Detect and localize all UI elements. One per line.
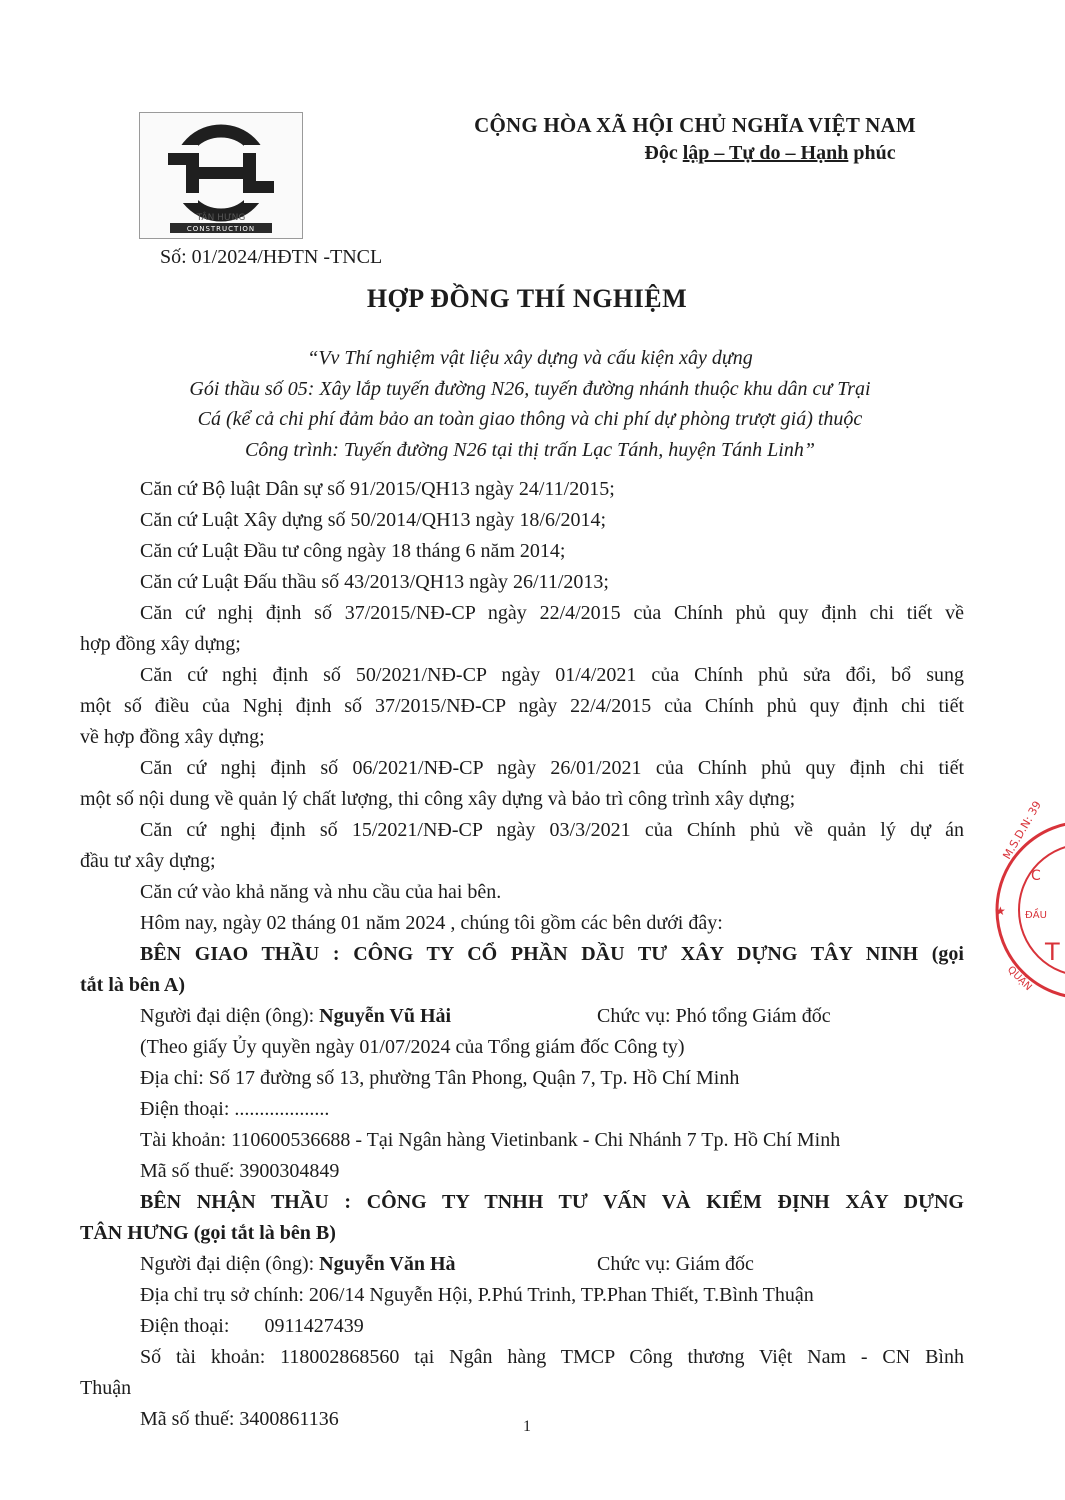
company-logo-icon [140, 113, 302, 238]
party-b-account: Số tài khoản: 118002868560 tại Ngân hàng TMCP Công thương Việt Nam - CN Bình [140, 1346, 964, 1368]
legal-basis-line: Căn cứ nghị định số 15/2021/NĐ-CP ngày 03/3/2021 của Chính phủ về quản lý dự án [140, 819, 964, 841]
legal-basis-line: Căn cứ nghị định số 50/2021/NĐ-CP ngày 01/4/2021 của Chính phủ sửa đổi, bổ sung [140, 664, 964, 686]
party-a-account: Tài khoản: 110600536688 - Tại Ngân hàng Vietinbank - Chi Nhánh 7 Tp. Hồ Chí Minh [140, 1129, 841, 1151]
seal-star-icon: ★ [995, 904, 1006, 918]
seal-text: C [1031, 868, 1041, 884]
legal-basis-line: một số điều của Nghị định số 37/2015/NĐ-CP ngày 22/4/2015 của Chính phủ quy định chi tiết [80, 695, 964, 717]
party-b-phone [80, 1311, 964, 1342]
phone-label: Điện thoại: [140, 1315, 230, 1337]
legal-basis-line: Căn cứ nghị định số 06/2021/NĐ-CP ngày 26/01/2021 của Chính phủ quy định chi tiết [140, 757, 964, 779]
page-number: 1 [523, 1418, 531, 1435]
contract-body [80, 474, 964, 1435]
party-a-address: Địa chỉ: Số 17 đường số 13, phường Tân Phong, Quận 7, Tp. Hồ Chí Minh [140, 1067, 740, 1089]
subject-line: Gói thầu số 05: Xây lắp tuyến đường N26, tuyến đường nhánh thuộc khu dân cư Trại [189, 377, 871, 400]
company-seal-icon [985, 798, 1065, 1000]
document-title: HỢP ĐỒNG THÍ NGHIỆM [366, 284, 688, 313]
legal-basis-line: Căn cứ Luật Xây dựng số 50/2014/QH13 ngày 18/6/2014; [140, 509, 607, 531]
national-header [400, 113, 990, 165]
legal-basis-line: Căn cứ Luật Đấu thầu số 43/2013/QH13 ngày 26/11/2013; [140, 571, 609, 593]
legal-basis-line: một số nội dung về quản lý chất lượng, thi công xây dựng và bảo trì công trình xây dựng; [80, 788, 796, 810]
party-a-heading: tắt là bên A) [80, 974, 185, 996]
rep-name: Nguyễn Văn Hà [319, 1253, 456, 1275]
logo-sub-text: CONSTRUCTION [186, 225, 256, 233]
party-a-heading: BÊN GIAO THẦU : CÔNG TY CỔ PHẦN DẦU TƯ XÂY DỰNG TÂY NINH (gọi [140, 943, 964, 965]
party-b-address: Địa chỉ trụ sở chính: 206/14 Nguyễn Hội, P.Phú Trinh, TP.Phan Thiết, T.Bình Thuận [140, 1284, 814, 1306]
legal-basis-line: đầu tư xây dựng; [80, 850, 216, 872]
contract-date-line: Hôm nay, ngày 02 tháng 01 năm 2024 , chúng tôi gồm các bên dưới đây: [140, 912, 723, 934]
seal-text: T [1045, 938, 1060, 966]
country-name: CỘNG HÒA XÃ HỘI CHỦ NGHĨA VIỆT NAM [474, 113, 916, 137]
national-motto [400, 142, 990, 165]
phone-number: 0911427439 [264, 1315, 364, 1337]
motto-part-1: Độc [644, 142, 678, 164]
subject-line: “Vv Thí nghiệm vật liệu xây dựng và cấu kiện xây dựng [307, 347, 753, 369]
seal-text: QUẬN [1004, 964, 1034, 993]
party-a-phone: Điện thoại: ................... [140, 1098, 330, 1120]
seal-text: ĐẦU [1025, 910, 1047, 921]
rep-name: Nguyễn Vũ Hải [319, 1005, 452, 1027]
rep-position: Chức vụ: Phó tổng Giám đốc [597, 1005, 831, 1027]
rep-label: Người đại diện (ông): [140, 1253, 320, 1275]
rep-label: Người đại diện (ông): [140, 1005, 320, 1027]
motto-part-2: lập – Tự do – Hạnh [682, 142, 849, 164]
party-b-heading: TÂN HƯNG (gọi tắt là bên B) [80, 1222, 336, 1244]
rep-position: Chức vụ: Giám đốc [597, 1253, 754, 1275]
party-b-representative [80, 1249, 964, 1280]
subject-line: Công trình: Tuyến đường N26 tại thị trấn Lạc Tánh, huyện Tánh Linh” [245, 438, 815, 461]
party-b-tax-code: Mã số thuế: 3400861136 [140, 1408, 339, 1430]
party-b-heading: BÊN NHẬN THẦU : CÔNG TY TNHH TƯ VẤN VÀ KIỂM ĐỊNH XÂY DỰNG [140, 1191, 964, 1213]
legal-basis-line: hợp đồng xây dựng; [80, 633, 241, 655]
logo-company-text: TÂN HƯNG [196, 213, 246, 223]
company-seal [985, 798, 1065, 1000]
motto-part-3: phúc [853, 142, 896, 164]
legal-basis-line: Căn cứ vào khả năng và nhu cầu của hai bên. [140, 881, 502, 903]
legal-basis-line: Căn cứ Luật Đầu tư công ngày 18 tháng 6 năm 2014; [140, 540, 566, 562]
subject-line: Cá (kể cả chi phí đảm bảo an toàn giao thông và chi phí dự phòng trượt giá) thuộc [197, 408, 863, 430]
party-a-tax-code: Mã số thuế: 3900304849 [140, 1160, 340, 1182]
contract-subject [130, 343, 930, 465]
party-b-account: Thuận [80, 1377, 132, 1399]
legal-basis-line: về hợp đồng xây dựng; [80, 726, 265, 748]
company-logo [139, 112, 303, 239]
document-number: Số: 01/2024/HĐTN -TNCL [160, 246, 383, 268]
seal-text: M.S.D.N: 39 [1000, 798, 1045, 862]
legal-basis-line: Căn cứ Bộ luật Dân sự số 91/2015/QH13 ngày 24/11/2015; [140, 478, 615, 500]
party-a-representative [80, 1001, 964, 1032]
party-a-authorization: (Theo giấy Ủy quyền ngày 01/07/2024 của Tổng giám đốc Công ty) [140, 1036, 685, 1058]
legal-basis-line: Căn cứ nghị định số 37/2015/NĐ-CP ngày 22/4/2015 của Chính phủ quy định chi tiết về [140, 602, 964, 624]
